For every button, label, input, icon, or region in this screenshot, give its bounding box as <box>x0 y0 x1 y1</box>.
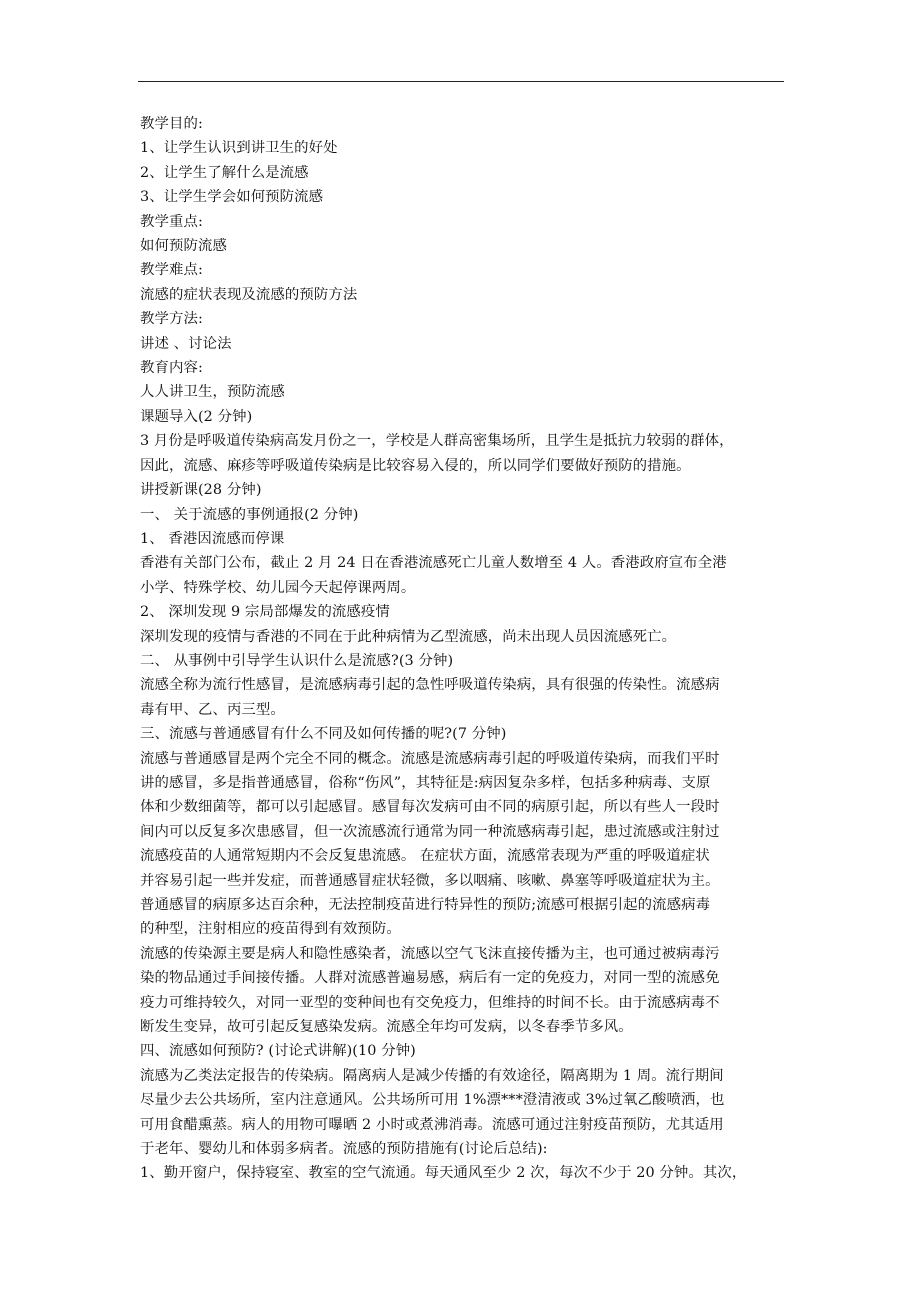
paragraph-line: 染的物品通过手间接传播。人群对流感普遍易感，病后有一定的免疫力，对同一型的流感免 <box>140 970 720 987</box>
paragraph-line: 尽量少去公共场所，室内注意通风。公共场所可用 1%漂***澄清液或 3%过氧乙酸喷洒，也 <box>140 1092 725 1109</box>
subsection-heading: 三、流感与普通感冒有什么不同及如何传播的呢?(7 分钟) <box>140 726 507 743</box>
header-rule <box>138 81 784 82</box>
key-points-text: 如何预防流感 <box>140 238 227 255</box>
paragraph-line: 流感的传染源主要是病人和隐性感染者，流感以空气飞沫直接传播为主，也可通过被病毒污 <box>140 945 720 962</box>
difficulties-text: 流感的症状表现及流感的预防方法 <box>140 286 358 303</box>
paragraph-line: 毒有甲、乙、丙三型。 <box>140 701 285 718</box>
goal-item: 2、让学生了解什么是流感 <box>140 164 309 181</box>
subsection-heading: 四、流感如何预防? (讨论式讲解)(10 分钟) <box>140 1043 416 1060</box>
paragraph-line: 普通感冒的病原多达百余种，无法控制疫苗进行特异性的预防;流感可根据引起的流感病毒 <box>140 897 711 913</box>
paragraph-line: 因此，流感、麻疹等呼吸道传染病是比较容易入侵的，所以同学们要做好预防的措施。 <box>140 457 691 474</box>
heading-content: 教育内容: <box>140 360 203 377</box>
heading-difficulties: 教学难点: <box>140 262 203 279</box>
paragraph-line: 断发生变异，故可引起反复感染发病。流感全年均可发病，以冬春季节多风。 <box>140 1019 633 1036</box>
paragraph-line: 讲的感冒，多是指普通感冒，俗称“伤风”，其特征是:病因复杂多样，包括多种病毒、支原 <box>140 774 711 791</box>
section-new-lesson-heading: 讲授新课(28 分钟) <box>140 482 262 499</box>
document-body <box>140 112 788 1186</box>
goal-item: 1、让学生认识到讲卫生的好处 <box>140 140 338 157</box>
paragraph-line: 可用食醋熏蒸。病人的用物可曝晒 2 小时或煮沸消毒。流感可通过注射疫苗预防，尤其适用 <box>140 1116 724 1133</box>
paragraph-line: 间内可以反复多次患感冒，但一次流感流行通常为同一种流感病毒引起，患过流感或注射过 <box>140 823 720 840</box>
paragraph-line: 流感与普通感冒是两个完全不同的概念。流感是流感病毒引起的呼吸道传染病，而我们平时 <box>140 750 720 767</box>
paragraph-line: 流感疫苗的人通常短期内不会反复患流感。 在症状方面，流感常表现为严重的呼吸道症状 <box>140 848 710 865</box>
paragraph-line: 并容易引起一些并发症，而普通感冒症状轻微，多以咽痛、咳嗽、鼻塞等呼吸道症状为主。 <box>140 872 720 889</box>
heading-methods: 教学方法: <box>140 311 203 328</box>
paragraph-line: 深圳发现的疫情与香港的不同在于此种病情为乙型流感，尚未出现人员因流感死亡。 <box>140 628 677 645</box>
paragraph-line: 疫力可维持较久，对同一亚型的变种间也有交免疫力，但维持的时间不长。由于流感病毒不 <box>140 994 720 1011</box>
paragraph-line: 香港有关部门公布，截止 2 月 24 日在香港流感死亡儿童人数增至 4 人。香港政府宣布全港 <box>140 555 727 572</box>
paragraph-line: 1、勤开窗户，保持寝室、教室的空气流通。每天通风至少 2 次，每次不少于 20 分钟。其次， <box>140 1165 747 1182</box>
paragraph-line: 流感全称为流行性感冒，是流感病毒引起的急性呼吸道传染病，具有很强的传染性。流感病 <box>140 677 720 694</box>
heading-teaching-goals: 教学目的: <box>140 116 203 132</box>
paragraph-line: 流感为乙类法定报告的传染病。隔离病人是减少传播的有效途径，隔离期为 1 周。流行期间 <box>140 1067 724 1084</box>
paragraph-line: 的种型，注射相应的疫苗得到有效预防。 <box>140 921 401 938</box>
section-intro-heading: 课题导入(2 分钟) <box>140 408 253 425</box>
paragraph-line: 体和少数细菌等，都可以引起感冒。感冒每次发病可由不同的病原引起，所以有些人一段时 <box>140 799 720 816</box>
subsection-heading: 二、 从事例中引导学生认识什么是流感?(3 分钟) <box>140 652 454 669</box>
heading-key-points: 教学重点: <box>140 213 203 230</box>
content-title: 人人讲卫生，预防流感 <box>140 384 285 401</box>
paragraph-line: 于老年、婴幼儿和体弱多病者。流感的预防措施有(讨论后总结): <box>140 1141 548 1158</box>
case-heading: 1、 香港因流感而停课 <box>140 530 285 547</box>
methods-text: 讲述 、讨论法 <box>140 335 232 352</box>
subsection-heading: 一、 关于流感的事例通报(2 分钟) <box>140 506 359 523</box>
paragraph-line: 3 月份是呼吸道传染病高发月份之一，学校是人群高密集场所，且学生是抵抗力较弱的群体， <box>140 433 734 450</box>
paragraph-line: 小学、特殊学校、幼儿园今天起停课两周。 <box>140 579 416 596</box>
case-heading: 2、 深圳发现 9 宗局部爆发的流感疫情 <box>140 604 390 621</box>
goal-item: 3、让学生学会如何预防流感 <box>140 189 324 206</box>
